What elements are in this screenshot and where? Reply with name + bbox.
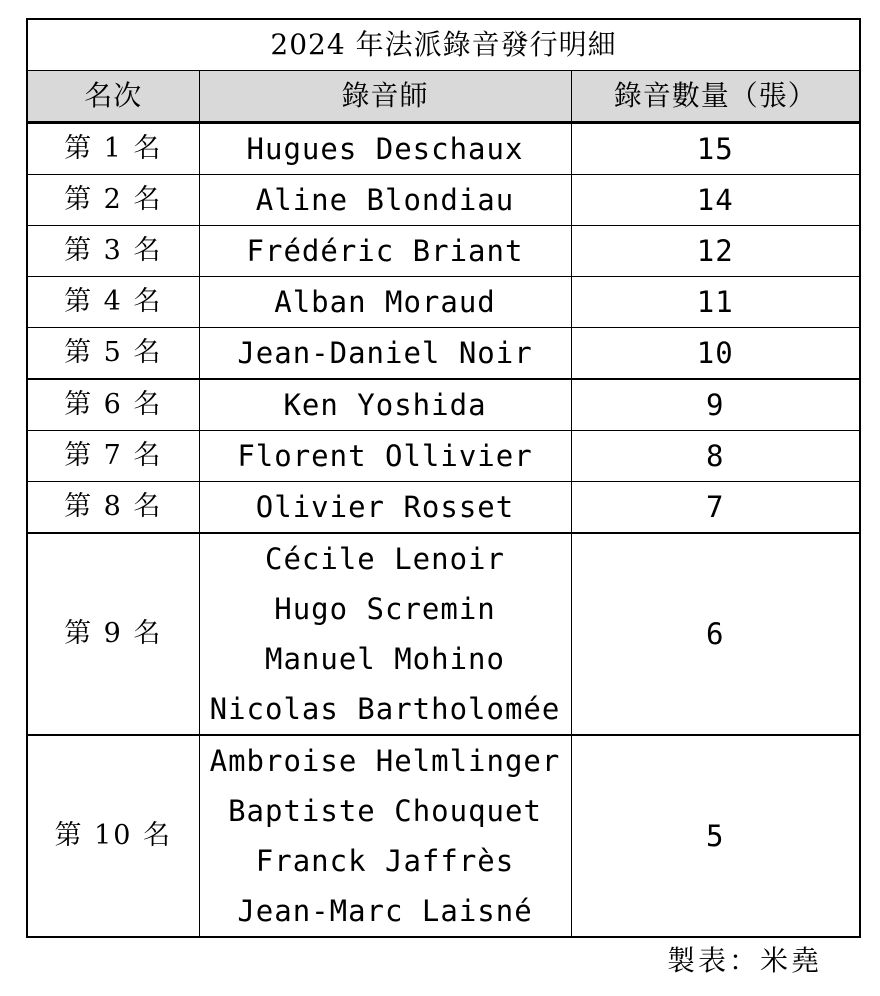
table-row [27,226,860,277]
count-cell: 14 [571,175,860,226]
engineer-cell [199,379,571,431]
engineer-name: Manuel Mohino [265,642,505,676]
engineer-cell [199,277,571,328]
count-cell: 11 [571,277,860,328]
engineer-name: Alban Moraud [274,285,496,319]
rank-cell: 第 7 名 [27,431,199,482]
rank-cell: 第 5 名 [27,328,199,380]
rank-cell: 第 4 名 [27,277,199,328]
engineer-name: Baptiste Chouquet [228,794,542,828]
table-row [27,379,860,431]
engineer-cell [199,533,571,735]
engineer-cell [199,226,571,277]
count-cell: 12 [571,226,860,277]
header-engineer: 錄音師 [199,71,571,123]
table-row [27,277,860,328]
count-cell: 10 [571,328,860,380]
rank-cell: 第 9 名 [27,533,199,735]
table-row [27,175,860,226]
count-cell: 7 [571,482,860,534]
count-cell: 8 [571,431,860,482]
rank-cell: 第 6 名 [27,379,199,431]
table-row [27,533,860,735]
table-title-row [27,19,860,71]
engineer-name: Olivier Rosset [255,490,515,524]
table-row [27,123,860,175]
header-count: 錄音數量（張） [571,71,860,123]
count-cell: 6 [571,533,860,735]
count-cell: 15 [571,123,860,175]
engineer-name: Frédéric Briant [246,234,524,268]
rank-cell: 第 2 名 [27,175,199,226]
rank-cell: 第 1 名 [27,123,199,175]
engineer-cell [199,735,571,937]
table-title: 2024 年法派錄音發行明細 [27,19,860,71]
engineer-cell [199,123,571,175]
engineer-name: Jean-Marc Laisné [237,894,533,928]
table-row [27,328,860,380]
rank-cell: 第 3 名 [27,226,199,277]
engineer-name: Hugo Scremin [274,592,496,626]
engineer-name: Nicolas Bartholomée [209,692,561,726]
table-row [27,482,860,534]
engineer-name: Florent Ollivier [237,439,533,473]
engineer-cell [199,431,571,482]
engineer-name: Jean-Daniel Noir [237,336,533,370]
engineer-name: Ambroise Helmlinger [209,744,561,778]
rank-cell: 第 10 名 [27,735,199,937]
engineer-name: Cécile Lenoir [265,542,505,576]
rank-cell: 第 8 名 [27,482,199,534]
engineer-cell [199,175,571,226]
engineer-name: Hugues Deschaux [246,132,524,166]
engineer-name: Aline Blondiau [255,183,515,217]
engineer-cell [199,482,571,534]
engineer-name: Ken Yoshida [283,388,487,422]
engineer-name: Franck Jaffrès [255,844,515,878]
table-credit: 製表：米堯 [666,944,822,977]
engineer-cell [199,328,571,380]
table-row [27,735,860,937]
recording-ranking-table [26,18,861,938]
count-cell: 9 [571,379,860,431]
count-cell: 5 [571,735,860,937]
table-header-row [27,71,860,123]
header-rank: 名次 [27,71,199,123]
table-row [27,431,860,482]
